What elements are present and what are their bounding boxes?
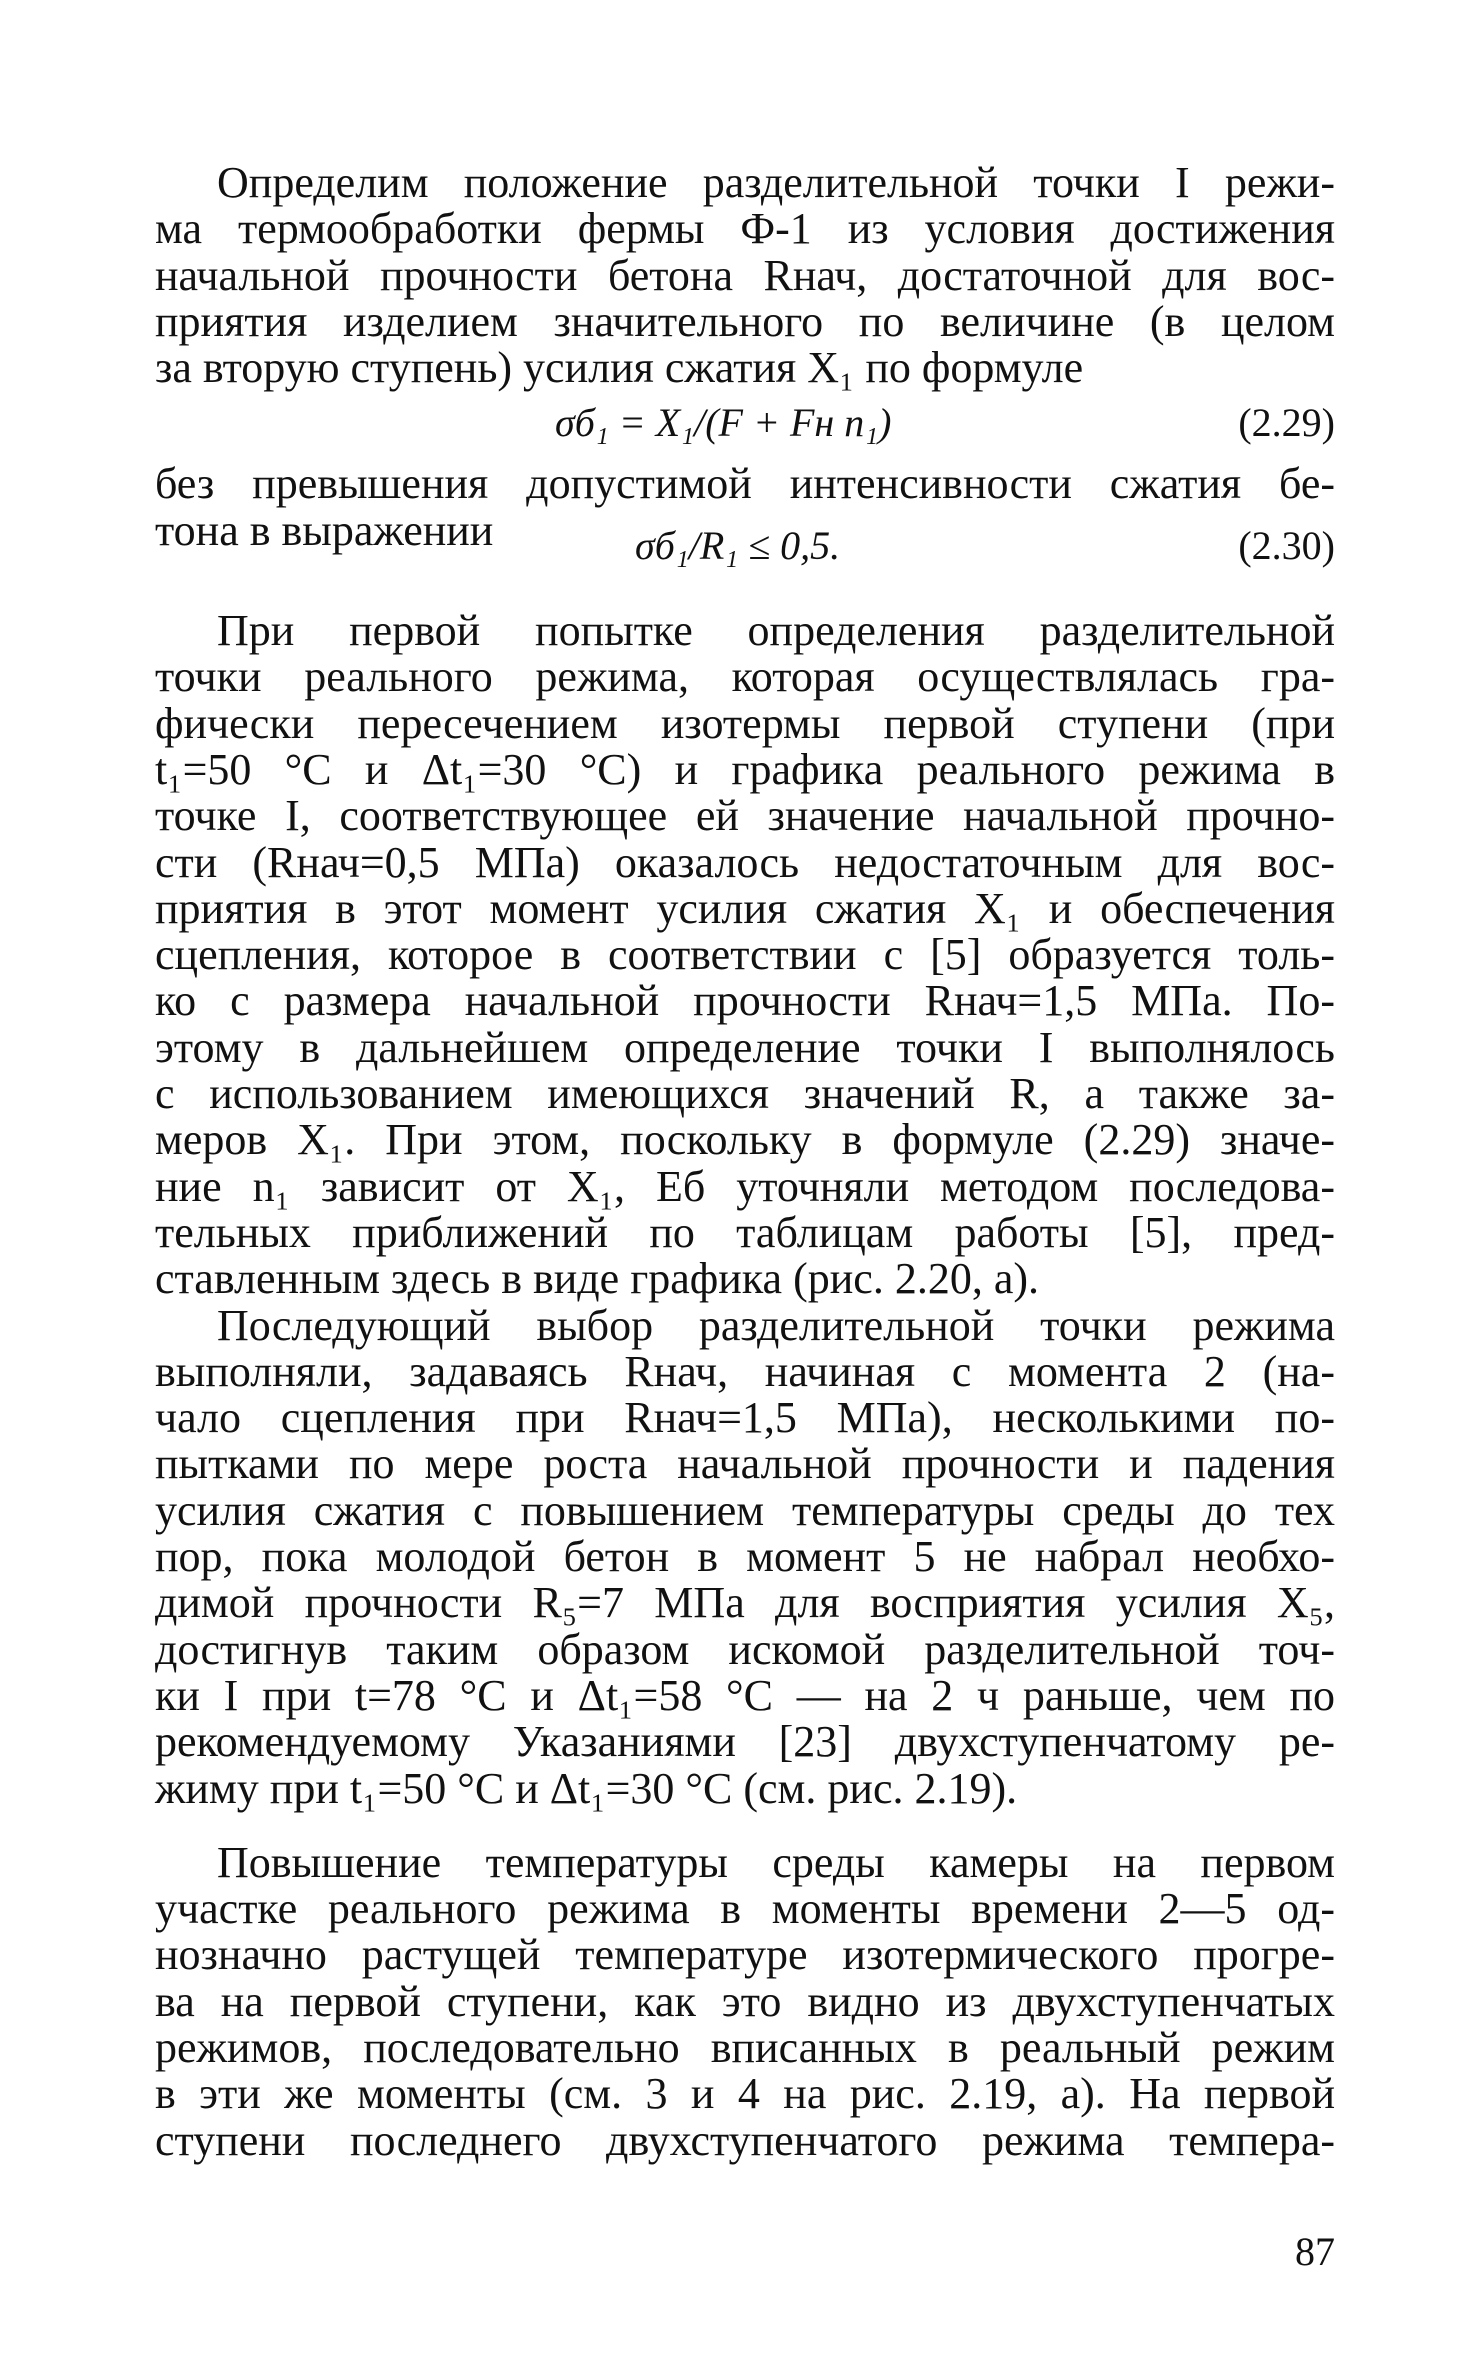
text-line: тельных приближений по таблицам работы [5], пред- xyxy=(155,1207,1335,1257)
text-line: t₁=50 °C и Δt₁=30 °C) и графика реального режима в xyxy=(155,744,1335,794)
text-line: точки реального режима, которая осуществлялась гра- xyxy=(155,652,1335,702)
text-line: Определим положение разделительной точки I режи- xyxy=(217,158,1335,207)
text-line: достигнув таким образом искомой разделительной точ- xyxy=(155,1624,1335,1674)
text-line: усилия сжатия с повышением температуры среды до тех xyxy=(155,1485,1335,1535)
text-line: без превышения допустимой интенсивности сжатия бе- xyxy=(155,459,1335,509)
formula-expression: σб₁/R₁ ≤ 0,5. xyxy=(635,523,841,569)
text-line: начальной прочности бетона Rнач, достаточной для вос- xyxy=(155,250,1335,300)
text-line: за вторую ступень) усилия сжатия X₁ по формуле xyxy=(155,343,1084,393)
text-line: рекомендуемому Указаниями [23] двухступенчатому ре- xyxy=(155,1717,1335,1767)
text-line: сцепления, которое в соответствии с [5] образуется толь- xyxy=(155,930,1335,980)
text-line: участке реального режима в моменты времени 2—5 од- xyxy=(155,1884,1335,1934)
text-line: этому в дальнейшем определение точки I выполнялось xyxy=(155,1022,1335,1072)
text-line: ва на первой ступени, как это видно из двухступенчатых xyxy=(155,1976,1335,2026)
formula-number: (2.30) xyxy=(1238,523,1335,569)
text-line: пор, пока молодой бетон в момент 5 не набрал необхо- xyxy=(155,1532,1335,1582)
text-line: тона в выражении xyxy=(155,505,494,555)
text-line: Последующий выбор разделительной точки режима xyxy=(217,1300,1335,1350)
text-line: димой прочности R₅=7 МПа для восприятия усилия X₅, xyxy=(155,1578,1335,1628)
text-line: меров X₁. При этом, поскольку в формуле (2.29) значе- xyxy=(155,1115,1335,1165)
text-line: в эти же моменты (см. 3 и 4 на рис. 2.19, a). На первой xyxy=(155,2069,1335,2119)
text-line: фически пересечением изотермы первой ступени (при xyxy=(155,698,1335,748)
text-line: ма термообработки фермы Ф-1 из условия достижения xyxy=(155,204,1335,254)
paragraph-4 xyxy=(155,1300,1335,1813)
text-line: жиму при t₁=50 °C и Δt₁=30 °C (см. рис. 2.19). xyxy=(155,1763,1018,1813)
text-line: При первой попытке определения разделительной xyxy=(217,606,1335,656)
paragraph-5 xyxy=(155,1837,1335,2165)
text-line: Повышение температуры среды камеры на первом xyxy=(217,1837,1335,1887)
text-line: приятия изделием значительного по величине (в целом xyxy=(155,296,1335,346)
text-line: нозначно растущей температуре изотермического прогре- xyxy=(155,1930,1335,1980)
formula-2-30 xyxy=(155,505,1335,580)
paragraph-3 xyxy=(155,608,1335,1302)
formula-number: (2.29) xyxy=(1238,400,1335,446)
text-line: чало сцепления при Rнач=1,5 МПа), несколькими по- xyxy=(155,1393,1335,1443)
text-line: ко с размера начальной прочности Rнач=1,5 МПа. По- xyxy=(155,976,1335,1026)
text-line: ние n₁ зависит от X₁, Eб уточняли методом последова- xyxy=(155,1161,1335,1211)
text-line: режимов, последовательно вписанных в реальный режим xyxy=(155,2022,1335,2072)
page-content xyxy=(155,160,1335,2164)
text-line: ступени последнего двухступенчатого режима темпера- xyxy=(155,2115,1335,2165)
formula-expression: σб₁ = X₁/(F + Fн n₁) xyxy=(555,400,892,446)
text-line: пытками по мере роста начальной прочности и падения xyxy=(155,1439,1335,1489)
text-line: точке I, соответствующее ей значение начальной прочно- xyxy=(155,791,1335,841)
paragraph-1 xyxy=(155,160,1335,391)
text-line: с использованием имеющихся значений R, а также за- xyxy=(155,1069,1335,1119)
text-line: ставленным здесь в виде графика (рис. 2.20, a). xyxy=(155,1254,1039,1304)
text-line: выполняли, задаваясь Rнач, начиная с момента 2 (на- xyxy=(155,1346,1335,1396)
text-line: сти (Rнач=0,5 МПа) оказалось недостаточным для вос- xyxy=(155,837,1335,887)
text-line: ки I при t=78 °C и Δt₁=58 °C — на 2 ч раньше, чем по xyxy=(155,1670,1335,1720)
text-line: приятия в этот момент усилия сжатия X₁ и обеспечения xyxy=(155,883,1335,933)
formula-2-29 xyxy=(155,391,1335,461)
page-number: 87 xyxy=(1295,2229,1335,2274)
